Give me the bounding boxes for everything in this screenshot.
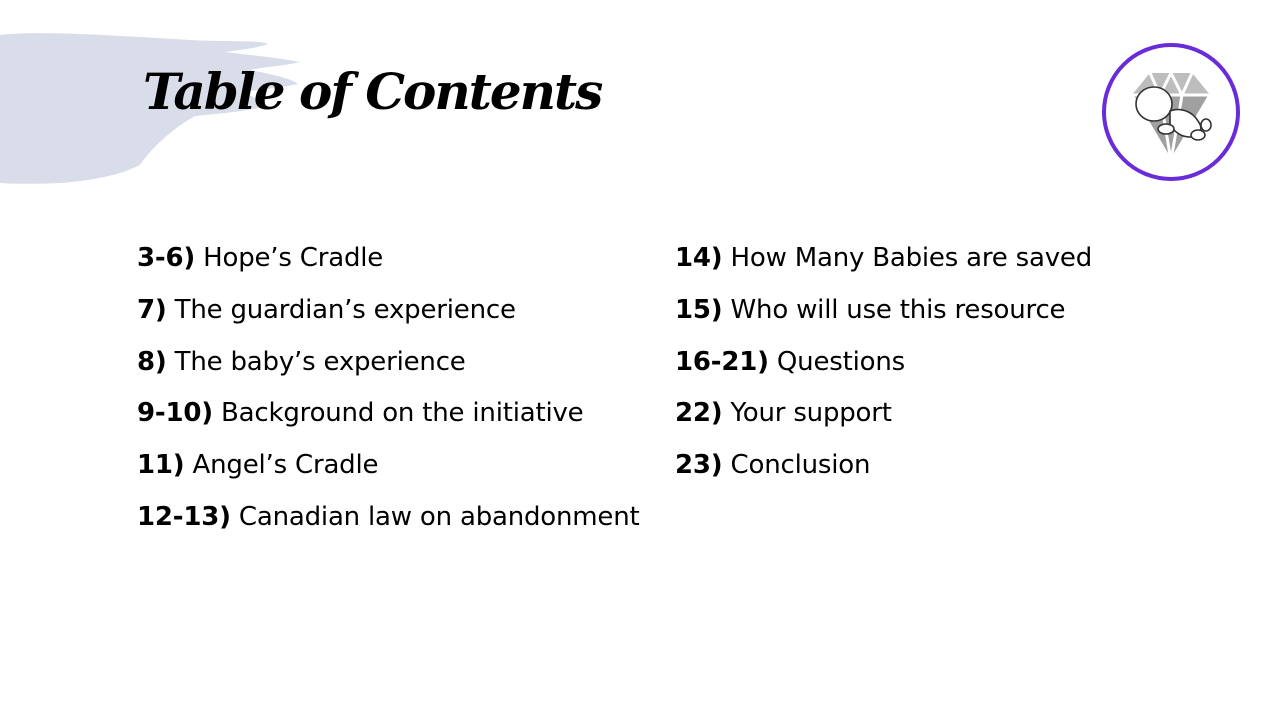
toc-item-pages: 22): [675, 398, 723, 429]
toc-item-text: Questions: [776, 346, 905, 377]
toc-item-text: Your support: [730, 398, 892, 429]
toc-item-pages: 11): [137, 450, 185, 481]
toc-right-column: [675, 239, 1092, 498]
toc-item: [137, 239, 640, 291]
toc-item: [675, 446, 1092, 498]
toc-item-pages: 14): [675, 243, 723, 273]
toc-item: [137, 343, 640, 395]
toc-item-pages: 9-10): [137, 398, 213, 429]
diamond-baby-logo-icon: [1100, 41, 1242, 183]
toc-item-text: The guardian’s experience: [174, 294, 516, 325]
toc-item: [675, 239, 1092, 291]
toc-item-text: Conclusion: [730, 450, 871, 481]
toc-item-pages: 7): [137, 294, 167, 325]
toc-item: [675, 291, 1092, 343]
toc-left-column: [137, 239, 640, 550]
toc-item-pages: 8): [137, 346, 167, 377]
toc-item: [675, 343, 1092, 395]
toc-item: [137, 394, 640, 446]
toc-item-text: How Many Babies are saved: [730, 243, 1093, 273]
toc-item-pages: 3-6): [137, 243, 196, 273]
toc-item-pages: 15): [675, 294, 723, 325]
toc-item: [137, 498, 640, 550]
toc-item: [137, 446, 640, 498]
toc-item-text: Hope’s Cradle: [203, 243, 384, 273]
page-title: Table of Contents: [143, 62, 602, 121]
toc-item-text: Canadian law on abandonment: [238, 501, 640, 532]
toc-item: [675, 394, 1092, 446]
toc-item-text: Who will use this resource: [730, 294, 1066, 325]
toc-item-pages: 16-21): [675, 346, 769, 377]
toc-item-text: Angel’s Cradle: [192, 450, 379, 481]
toc-item-pages: 23): [675, 450, 723, 481]
toc-item-text: Background on the initiative: [221, 398, 584, 429]
toc-item-text: The baby’s experience: [174, 346, 466, 377]
toc-item: [137, 291, 640, 343]
toc-item-pages: 12-13): [137, 501, 231, 532]
